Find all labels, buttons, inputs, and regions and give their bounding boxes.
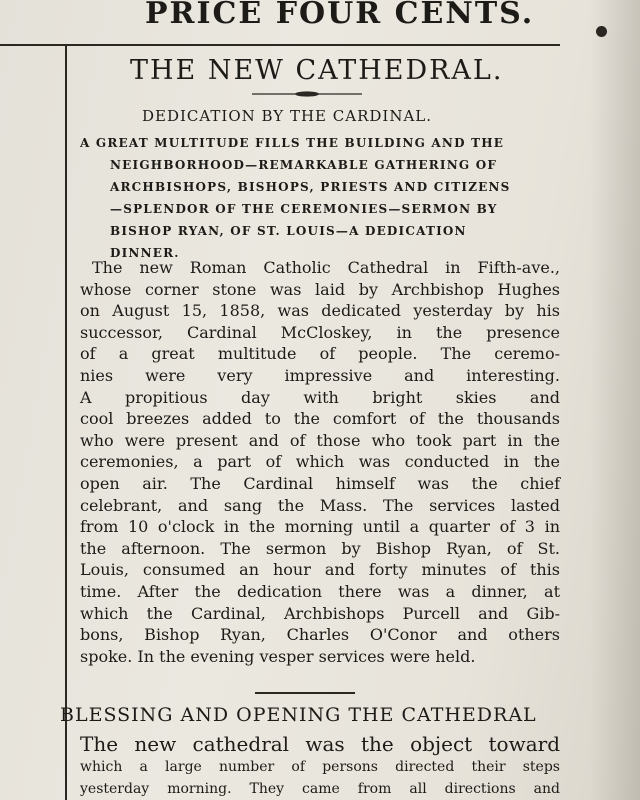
deck-line: A GREAT MULTITUDE FILLS THE BUILDING AND THE: [80, 136, 505, 150]
body-line: bons, Bishop Ryan, Charles O'Conor and others: [80, 625, 560, 645]
body-line: yesterday morning. They came from all directions and: [80, 780, 560, 797]
body-line: on August 15, 1858, was dedicated yesterday by his: [80, 301, 560, 321]
deck-line: ARCHBISHOPS, BISHOPS, PRIESTS AND CITIZENS: [110, 180, 511, 194]
price-masthead: PRICE FOUR CENTS.: [145, 0, 535, 31]
top-rule: [0, 44, 560, 46]
body-line: who were present and of those who took part in the: [80, 430, 560, 450]
body-line: A propitious day with bright skies and: [80, 387, 560, 407]
body-line: The new Roman Catholic Cathedral in Fifth-ave.,: [92, 258, 560, 277]
body-line: Louis, consumed an hour and forty minutes of this: [80, 560, 560, 580]
headline-deck: [80, 132, 560, 264]
headline: THE NEW CATHEDRAL.: [130, 55, 504, 86]
body-line: nies were very impressive and interesting.: [80, 365, 560, 385]
punch-hole: [596, 26, 607, 37]
deck-line: BISHOP RYAN, OF ST. LOUIS—A DEDICATION: [110, 224, 467, 238]
body-line: time. After the dedication there was a dinner, at: [80, 581, 560, 601]
body-line: the afternoon. The sermon by Bishop Ryan, of St.: [80, 538, 560, 558]
body-line: spoke. In the evening vesper services were held.: [80, 646, 476, 666]
headline-ornament: [252, 91, 362, 97]
body-line: from 10 o'clock in the morning until a quarter of 3 in: [80, 517, 560, 537]
deck-line: NEIGHBORHOOD—REMARKABLE GATHERING OF: [110, 158, 498, 172]
deck-line: —SPLENDOR OF THE CEREMONIES—SERMON BY: [110, 202, 498, 216]
column-divider: [65, 46, 67, 800]
body-line: whose corner stone was laid by Archbishop Hughes: [80, 279, 560, 299]
deck-line: DINNER.: [110, 246, 180, 260]
section-rule: [255, 692, 355, 694]
article-body: [80, 257, 560, 667]
body-line: The new cathedral was the object toward: [80, 732, 560, 756]
body-line: celebrant, and sang the Mass. The services lasted: [80, 495, 560, 515]
body-line: ceremonies, a part of which was conducted in the: [80, 452, 560, 472]
body-line: open air. The Cardinal himself was the chief: [80, 473, 560, 493]
body-line: which the Cardinal, Archbishops Purcell and Gib-: [80, 603, 560, 623]
body-line: successor, Cardinal McCloskey, in the presence: [80, 322, 560, 342]
subheadline: DEDICATION BY THE CARDINAL.: [142, 107, 433, 125]
article-body-continued: [80, 731, 560, 800]
body-line: of a great multitude of people. The ceremo-: [80, 344, 560, 364]
page-edge-shadow: [590, 0, 640, 800]
body-line: which a large number of persons directed their steps: [80, 759, 560, 775]
section-heading: BLESSING AND OPENING THE CATHEDRAL: [60, 704, 537, 726]
body-line: cool breezes added to the comfort of the thousands: [80, 409, 560, 429]
